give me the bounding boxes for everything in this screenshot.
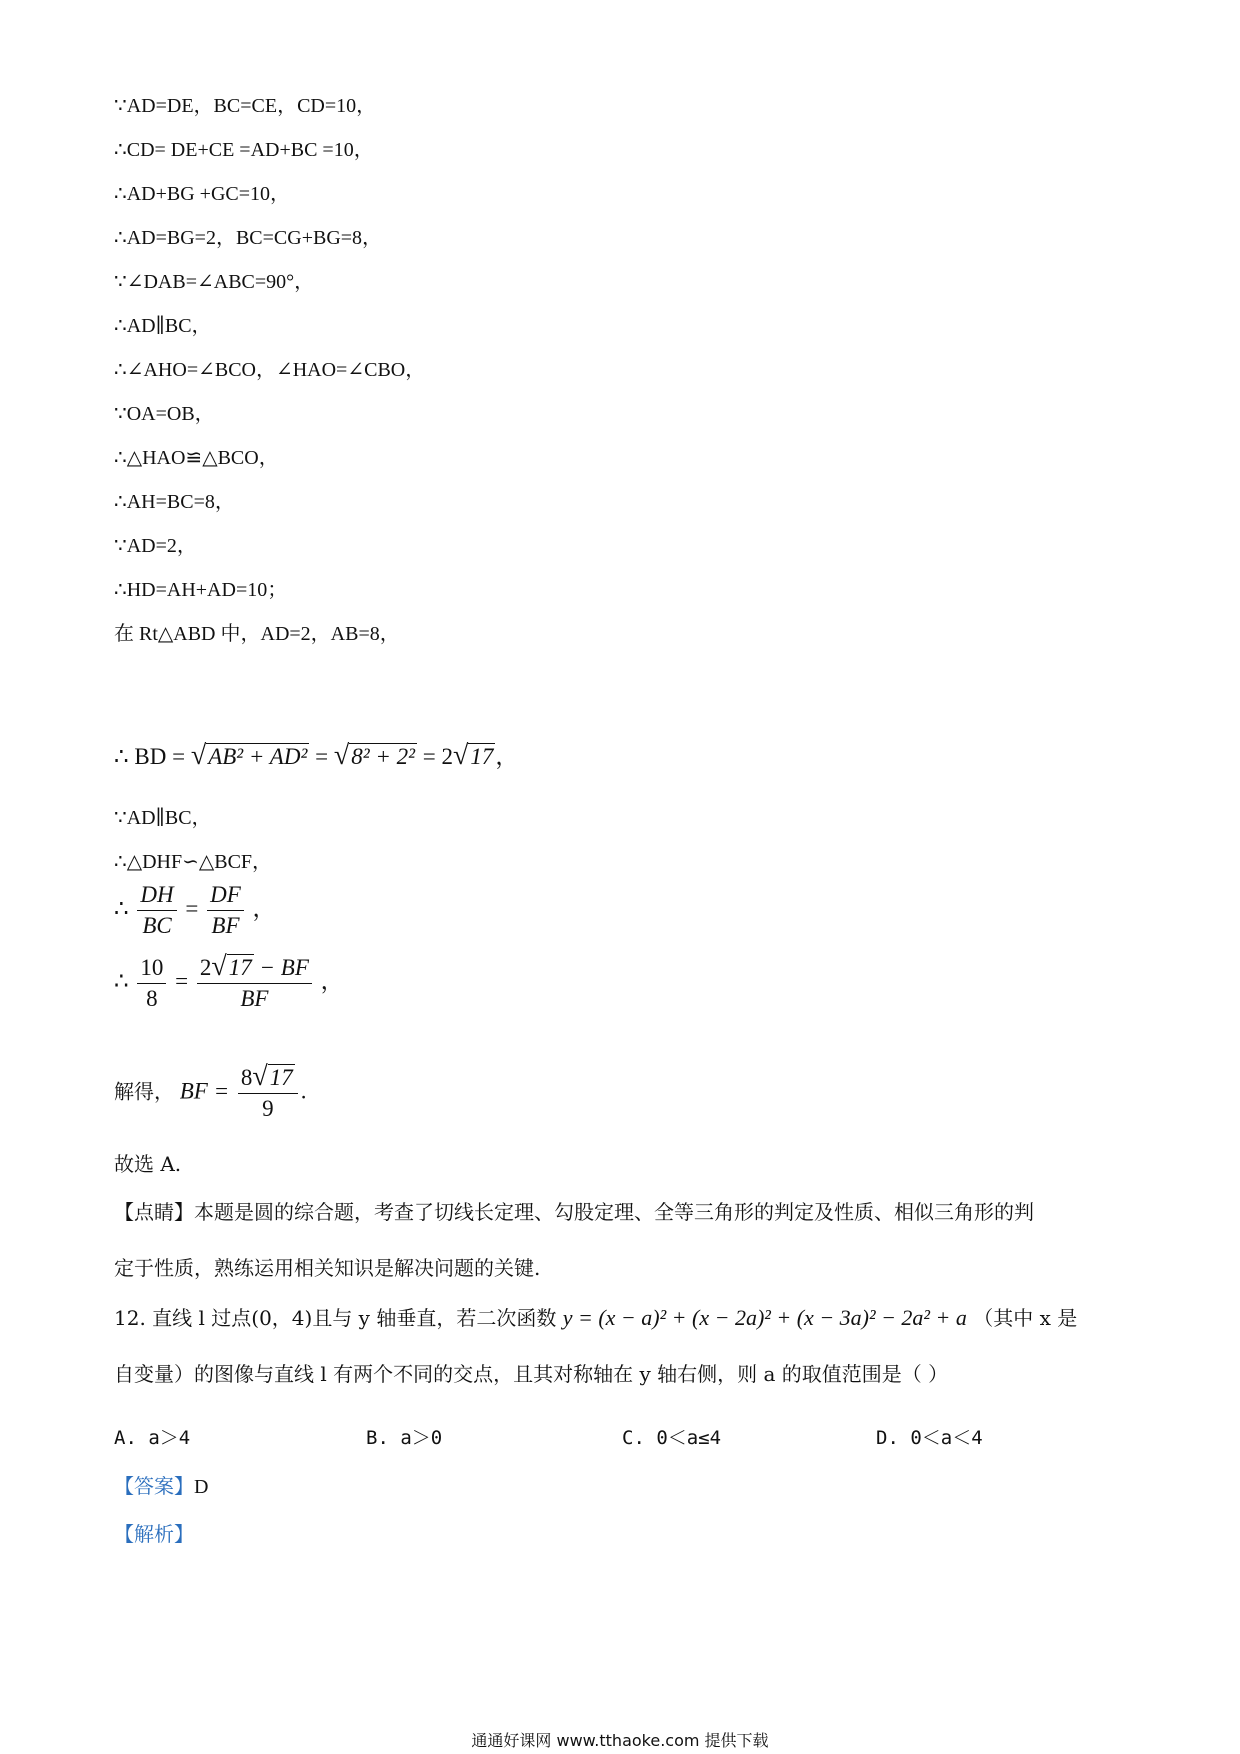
quadratic-formula: y = (x − a)² + (x − 2a)² + (x − 3a)² − 2a² + a xyxy=(562,1305,967,1330)
bd-formula xyxy=(114,742,518,771)
formula-tail: ， xyxy=(320,968,344,994)
choose-line: 故选 A. xyxy=(114,1152,182,1176)
step-line: ∵∠DAB=∠ABC=90°， xyxy=(114,271,315,293)
question-text: （其中 x 是 xyxy=(973,1306,1078,1330)
step-line: ∴AD+BG +GC=10， xyxy=(114,183,291,205)
comment-line-2: 定于性质，熟练运用相关知识是解决问题的关键. xyxy=(114,1256,541,1280)
solve-bf xyxy=(114,1062,307,1124)
equals-sign: = xyxy=(315,744,329,769)
comment-line-1 xyxy=(114,1198,1034,1226)
step-line: ∴HD=AH+AD=10； xyxy=(114,579,288,601)
answer-value: D xyxy=(194,1476,209,1498)
step-line: ∴CD= DE+CE =AD+BC =10， xyxy=(114,139,374,161)
solve-lhs: BF = xyxy=(179,1078,230,1104)
step-line: ∴AD=BG=2，BC=CG+BG=8， xyxy=(114,227,383,249)
fraction-8sqrt17-9: $\frac{8√17}{9}$ xyxy=(238,1062,298,1124)
option-a: A. a＞4 xyxy=(114,1427,191,1449)
step-line: ∴∠AHO=∠BCO，∠HAO=∠CBO， xyxy=(114,359,426,381)
question-line-2: 自变量）的图像与直线 l 有两个不同的交点，且其对称轴在 y 轴右侧，则 a 的取值范围是（ ） xyxy=(114,1362,949,1386)
step-line: ∵OA=OB， xyxy=(114,403,215,425)
footer-credit: 通通好课网 www.tthaoke.com 提供下载 xyxy=(471,1731,769,1750)
option-c: C. 0＜a≤4 xyxy=(622,1427,722,1449)
option-d: D. 0＜a＜4 xyxy=(876,1427,983,1449)
formula-lead: ∴ BD = xyxy=(114,744,186,769)
step-line: ∵AD=DE，BC=CE，CD=10， xyxy=(114,95,377,117)
step-line: ∵AD∥BC， xyxy=(114,807,212,829)
ratio-10-8 xyxy=(114,952,344,1014)
therefore-sign: ∴ xyxy=(114,895,129,921)
ratio-dh-bc xyxy=(114,880,276,941)
option-b: B. a＞0 xyxy=(366,1427,443,1449)
formula-tail: ， xyxy=(495,744,519,769)
fraction-2sqrt17-bf: $\frac{2√17 - BF}{BF}$ xyxy=(197,952,312,1014)
sqrt-8-2: √8² + 2² xyxy=(333,740,416,771)
sqrt-ab-ad: √AB² + AD² xyxy=(190,740,308,771)
fraction-df-bf: $\frac{DF}{BF}$ xyxy=(207,880,244,941)
answer-line xyxy=(114,1472,208,1501)
therefore-sign: ∴ xyxy=(114,968,129,994)
answer-tag: 【答案】 xyxy=(114,1474,194,1498)
fraction-dh-bc: $\frac{DH}{BC}$ xyxy=(137,880,176,941)
step-line: ∵AD=2， xyxy=(114,535,197,557)
comment-text: 本题是圆的综合题，考查了切线长定理、勾股定理、全等三角形的判定及性质、相似三角形的判 xyxy=(194,1200,1034,1224)
equals-sign: = xyxy=(185,895,199,921)
comment-tag: 【点睛】 xyxy=(114,1200,194,1224)
step-line: ∴AD∥BC， xyxy=(114,315,212,337)
question-line-1 xyxy=(114,1304,1077,1332)
sqrt-17: √17 xyxy=(453,740,494,771)
question-text: 12. 直线 l 过点(0，4)且与 y 轴垂直，若二次函数 xyxy=(114,1306,557,1330)
step-line: ∴△DHF∽△BCF， xyxy=(114,851,273,873)
solve-label: 解得， xyxy=(114,1079,174,1104)
formula-tail: ， xyxy=(252,895,276,921)
step-line: ∴△HAO≌△BCO， xyxy=(114,447,279,469)
formula-tail: . xyxy=(300,1078,307,1104)
step-line: 在 Rt△ABD 中，AD=2，AB=8， xyxy=(114,623,400,645)
step-line: ∴AH=BC=8， xyxy=(114,491,235,513)
equals-2: = 2 xyxy=(422,744,453,769)
analysis-tag: 【解析】 xyxy=(114,1522,194,1546)
fraction-10-8: $\frac{10}{8}$ xyxy=(137,953,166,1014)
equals-sign: = xyxy=(175,968,189,994)
